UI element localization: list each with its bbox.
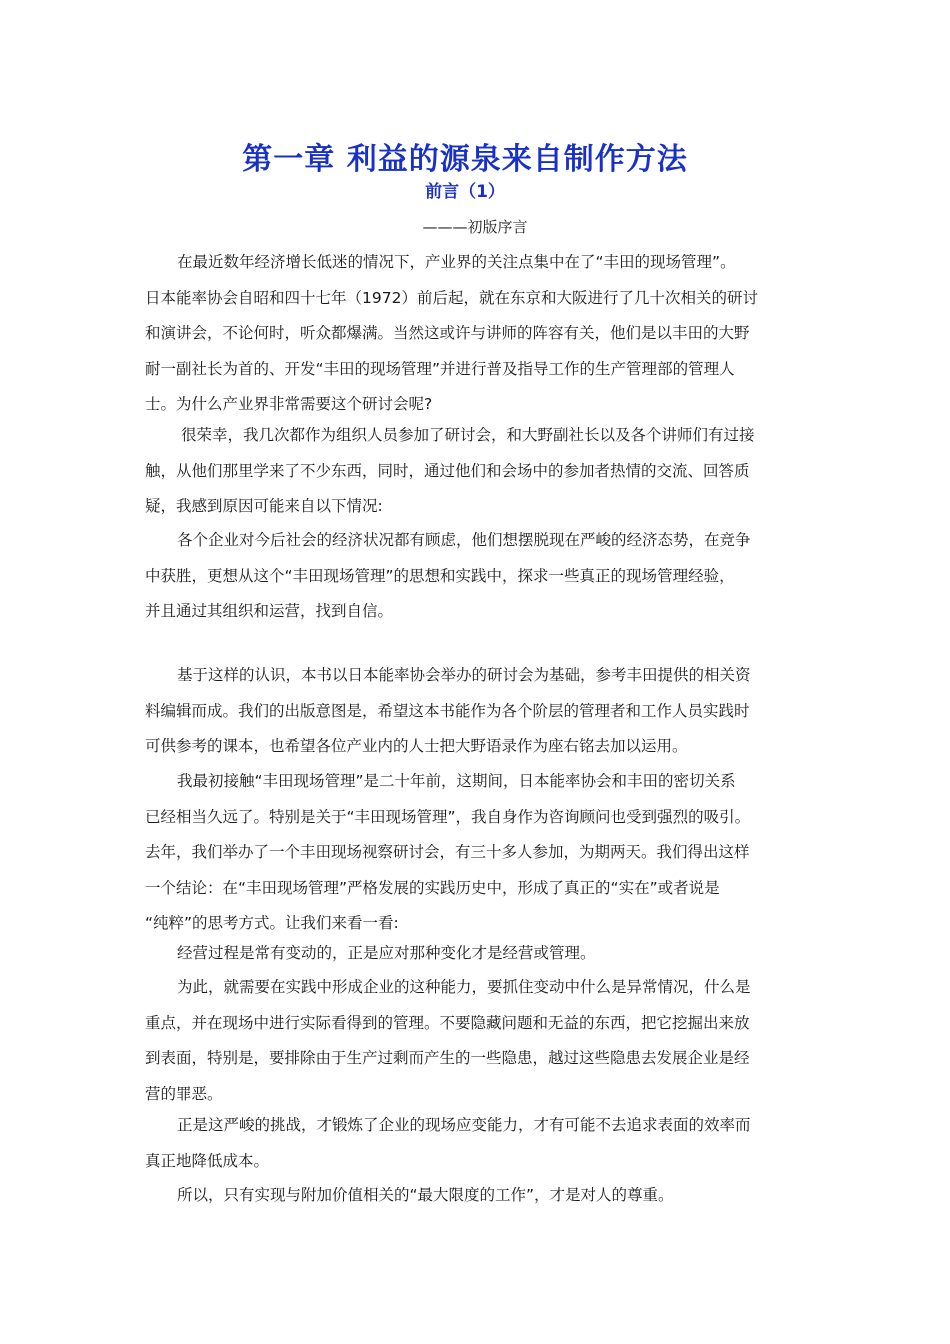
paragraph-line: 正是这严峻的挑战，才锻炼了企业的现场应变能力，才有可能不去追求表面的效率而 [177, 1116, 751, 1134]
chapter-title: 第一章 利益的源泉来自制作方法 [242, 142, 688, 178]
paragraph-line: 疑，我感到原因可能来自以下情况: [145, 497, 383, 516]
paragraph-2 [145, 418, 825, 525]
paragraph-line: 营的罪恶。 [145, 1084, 223, 1103]
paragraph-line: 经营过程是常有变动的，正是应对那种变化才是经营或管理。 [177, 944, 596, 962]
paragraph-line: 重点，并在现场中进行实际看得到的管理。不要隐藏问题和无益的东西，把它挖掘出来放 [145, 1013, 750, 1032]
paragraph-line: 在最近数年经济增长低迷的情况下，产业界的关注点集中在了“丰田的现场管理”。 [177, 253, 736, 271]
paragraph-7 [145, 970, 825, 1112]
paragraph-line: 已经相当久远了。特别是关于“丰田现场管理”，我自身作为咨询顾问也受到强烈的吸引。 [145, 807, 751, 826]
paragraph-line: 各个企业对今后社会的经济状况都有顾虑，他们想摆脱现在严峻的经济态势，在竞争 [177, 531, 751, 549]
paragraph-line: 料编辑而成。我们的出版意图是，希望这本书能作为各个阶层的管理者和工作人员实践时 [145, 701, 750, 720]
section-title: 前言（1） [425, 182, 505, 202]
paragraph-line: 触，从他们那里学来了不少东西，同时，通过他们和会场中的参加者热情的交流、回答质 [145, 461, 750, 480]
paragraph-9 [145, 1178, 825, 1214]
paragraph-3 [145, 523, 825, 630]
paragraph-8 [145, 1108, 825, 1179]
paragraph-line: 并且通过其组织和运营，找到自信。 [145, 602, 394, 621]
paragraph-5 [145, 764, 825, 942]
paragraph-line: 日本能率协会自昭和四十七年（1972）前后起，就在东京和大阪进行了几十次相关的研讨 [145, 288, 758, 307]
paragraph-4 [145, 658, 825, 765]
paragraph-line: “纯粹”的思考方式。让我们来看一看: [145, 914, 399, 933]
byline: ———初版序言 [422, 218, 528, 236]
paragraph-line: 所以，只有实现与附加价值相关的“最大限度的工作”，才是对人的尊重。 [177, 1186, 674, 1204]
paragraph-line: 耐一副社长为首的、开发“丰田的现场管理”并进行普及指导工作的生产管理部的管理人 [145, 359, 735, 378]
paragraph-line: 去年，我们举办了一个丰田现场视察研讨会，有三十多人参加，为期两天。我们得出这样 [145, 843, 750, 862]
paragraph-line: 到表面，特别是，要排除由于生产过剩而产生的一些隐患，越过这些隐患去发展企业是经 [145, 1049, 750, 1068]
paragraph-line: 和演讲会，不论何时，听众都爆满。当然这或许与讲师的阵容有关，他们是以丰田的大野 [145, 324, 750, 343]
paragraph-line: 我最初接触“丰田现场管理”是二十年前，这期间，日本能率协会和丰田的密切关系 [177, 772, 736, 790]
paragraph-6 [145, 936, 825, 972]
paragraph-line: 很荣幸，我几次都作为组织人员参加了研讨会，和大野副社长以及各个讲师们有过接 [181, 426, 755, 444]
paragraph-line: 基于这样的认识，本书以日本能率协会举办的研讨会为基础，参考丰田提供的相关资 [177, 666, 751, 684]
paragraph-line: 中获胜，更想从这个“丰田现场管理”的思想和实践中，探求一些真正的现场管理经验， [145, 566, 735, 585]
paragraph-line: 为此，就需要在实践中形成企业的这种能力，要抓住变动中什么是异常情况，什么是 [177, 978, 751, 996]
paragraph-line: 士。为什么产业界非常需要这个研讨会呢? [145, 395, 433, 414]
paragraph-line: 一个结论：在“丰田现场管理”严格发展的实践历史中，形成了真正的“实在”或者说是 [145, 878, 720, 897]
paragraph-line: 真正地降低成本。 [145, 1151, 270, 1170]
paragraph-line: 可供参考的课本，也希望各位产业内的人士把大野语录作为座右铭去加以运用。 [145, 737, 688, 756]
paragraph-1 [145, 245, 825, 423]
